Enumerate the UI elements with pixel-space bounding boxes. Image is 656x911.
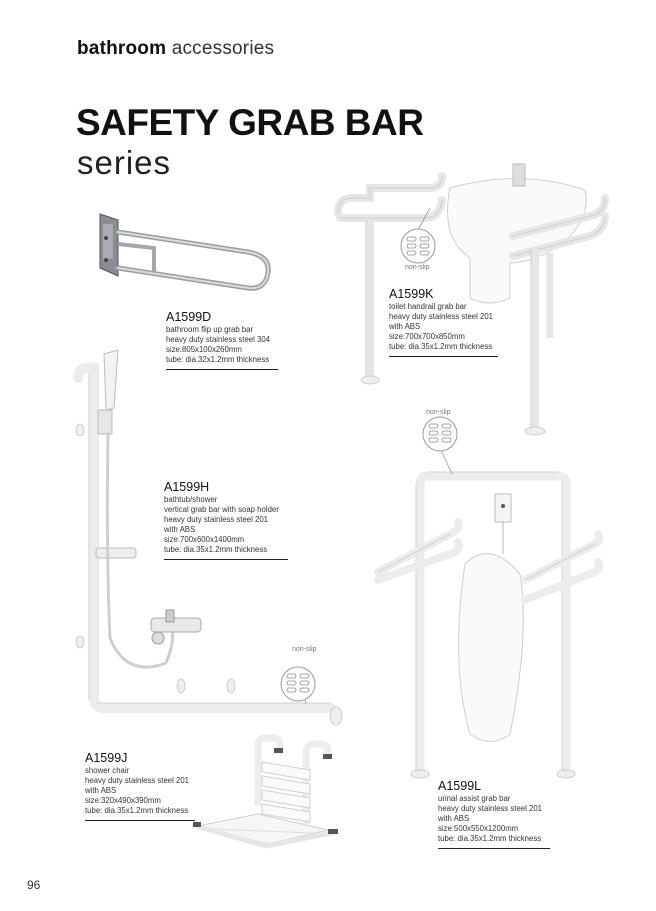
nonslip-label-k: non-slip (405, 264, 430, 271)
product-code: A1599H (164, 480, 210, 494)
product-a1599j (85, 752, 205, 821)
divider (164, 559, 288, 560)
shower-chair-image (188, 734, 348, 846)
product-code: A1599L (438, 779, 482, 793)
product-code: A1599D (166, 310, 212, 324)
section-header (77, 38, 274, 60)
product-desc: bathtub/shower vertical grab bar with soap holder heavy duty stainless steel 201 with ABS size:700x600x1400mm tube: dia.35x1.2mm thickness (164, 494, 279, 554)
divider (85, 820, 195, 821)
product-a1599l (438, 780, 558, 849)
product-desc: shower chair heavy duty stainless steel 201 with ABS size:320x490x390mm tube: dia.35x1.2mm thickness (85, 765, 190, 815)
product-a1599k (389, 288, 509, 357)
product-code: A1599K (389, 287, 434, 301)
divider (389, 356, 498, 357)
flip-up-grab-bar-image (98, 208, 278, 298)
page-title: SAFETY GRAB BAR (76, 102, 424, 143)
product-code: A1599J (85, 751, 128, 765)
product-a1599d (166, 311, 286, 370)
product-a1599h (164, 481, 294, 560)
section-header-bold: bathroom (77, 38, 167, 59)
divider (438, 848, 550, 849)
page-subtitle: series (77, 144, 172, 181)
product-desc: bathroom flip up grab bar heavy duty stainless steel 304 size:805x100x260mm tube: dia.32x1.2mm thickness (166, 324, 271, 364)
divider (166, 369, 278, 370)
nonslip-label-l: non-slip (426, 409, 451, 416)
nonslip-label-h: non-slip (292, 646, 317, 653)
section-header-light: accessories (171, 38, 275, 59)
product-desc: urinal assist grab bar heavy duty stainless steel 201 with ABS size:500x550x1200mm tube: dia.35x1.2mm thickness (438, 793, 543, 843)
urinal-grab-bar-image (370, 404, 610, 789)
product-desc: toilet handrail grab bar heavy duty stainless steel 201 with ABS size:700x700x850mm tube: dia.35x1.2mm thickness (389, 301, 494, 351)
page-number: 96 (27, 878, 41, 892)
